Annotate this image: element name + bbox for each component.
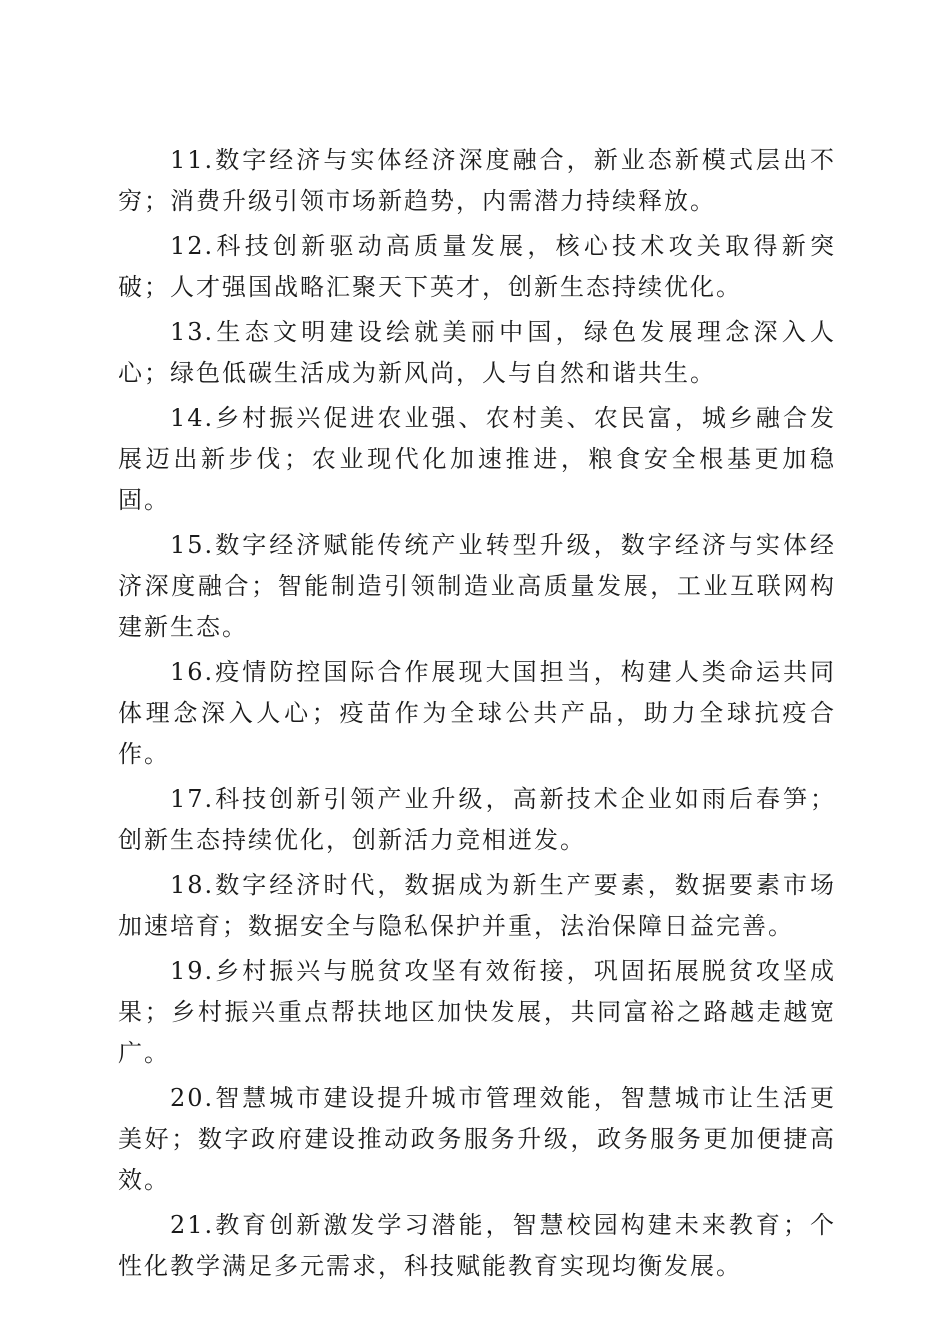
paragraph-13: 13.生态文明建设绘就美丽中国，绿色发展理念深入人心；绿色低碳生活成为新风尚，人与自然和谐共生。 <box>118 318 836 387</box>
paragraph-19: 19.乡村振兴与脱贫攻坚有效衔接，巩固拓展脱贫攻坚成果；乡村振兴重点帮扶地区加快发展，共同富裕之路越走越宽广。 <box>118 957 836 1067</box>
paragraph-16: 16.疫情防控国际合作展现大国担当，构建人类命运共同体理念深入人心；疫苗作为全球公共产品，助力全球抗疫合作。 <box>118 658 836 768</box>
paragraph-20: 20.智慧城市建设提升城市管理效能，智慧城市让生活更美好；数字政府建设推动政务服务升级，政务服务更加便捷高效。 <box>118 1084 836 1194</box>
paragraph-12: 12.科技创新驱动高质量发展，核心技术攻关取得新突破；人才强国战略汇聚天下英才，创新生态持续优化。 <box>118 232 836 301</box>
paragraph-17: 17.科技创新引领产业升级，高新技术企业如雨后春笋；创新生态持续优化，创新活力竞相迸发。 <box>118 785 836 854</box>
paragraph-11: 11.数字经济与实体经济深度融合，新业态新模式层出不穷；消费升级引领市场新趋势，内需潜力持续释放。 <box>118 146 836 215</box>
paragraph-14: 14.乡村振兴促进农业强、农村美、农民富，城乡融合发展迈出新步伐；农业现代化加速推进，粮食安全根基更加稳固。 <box>118 404 836 514</box>
paragraph-18: 18.数字经济时代，数据成为新生产要素，数据要素市场加速培育；数据安全与隐私保护并重，法治保障日益完善。 <box>118 871 836 940</box>
paragraph-15: 15.数字经济赋能传统产业转型升级，数字经济与实体经济深度融合；智能制造引领制造业高质量发展，工业互联网构建新生态。 <box>118 531 836 641</box>
document-body <box>118 140 836 1291</box>
paragraph-21: 21.教育创新激发学习潜能，智慧校园构建未来教育；个性化教学满足多元需求，科技赋能教育实现均衡发展。 <box>118 1211 836 1280</box>
